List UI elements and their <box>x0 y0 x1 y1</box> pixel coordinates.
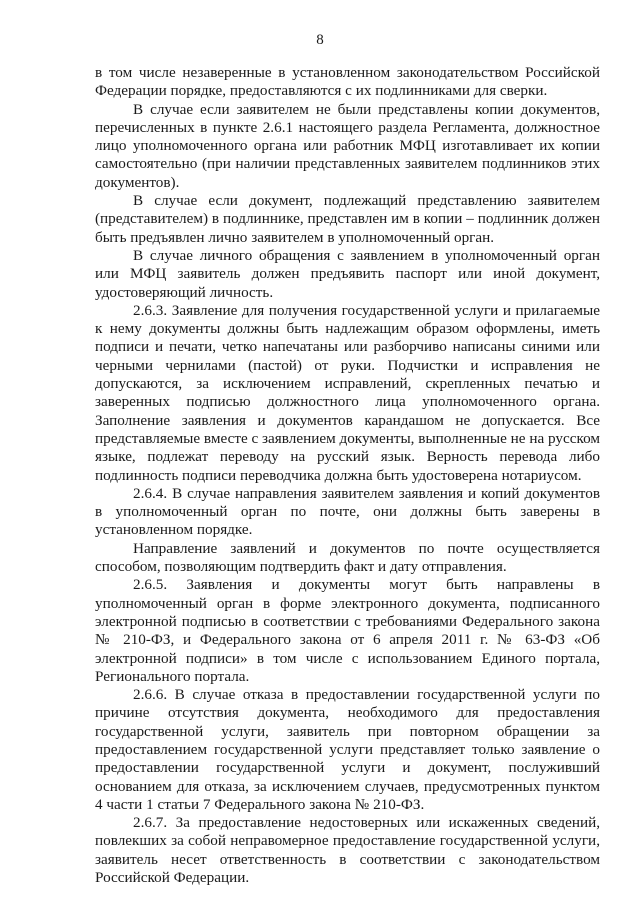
paragraph-2-6-7: 2.6.7. За предоставление недостоверных или искаженных сведений, повлекших за собой неправомерное предоставление государственной услуги, заявитель несет ответственность в соответствии с законодательством Российской Федерации. <box>95 814 600 887</box>
document-body <box>95 64 600 887</box>
paragraph-copies: В случае если заявителем не были представлены копии документов, перечисленных в пункте 2.6.1 настоящего раздела Регламента, должностное лицо уполномоченного органа или работник МФЦ изготавливает их копии самостоятельно (при наличии представленных заявителем подлинников этих документов). <box>95 100 600 191</box>
paragraph-2-6-5: 2.6.5. Заявления и документы могут быть направлены в уполномоченный орган в форме электронного документа, подписанного электронной подписью в соответствии с требованиями Федерального закона № 210-ФЗ, и Федерального закона от 6 апреля 2011 г. № 63-ФЗ «Об электронной подписи» в том числе с использованием Единого портала, Регионального портала. <box>95 576 600 685</box>
paragraph-personal-visit: В случае личного обращения с заявлением в уполномоченный орган или МФЦ заявитель должен предъявить паспорт или иной документ, удостоверяющий личность. <box>95 246 600 301</box>
paragraph-2-6-3: 2.6.3. Заявление для получения государственной услуги и прилагаемые к нему документы должны быть надлежащим образом оформлены, иметь подписи и печати, четко напечатаны или разборчиво написаны синими или черными чернилами (пастой) от руки. Подчистки и исправления не допускаются, за исключением исправлений, скрепленных печатью и заверенных подписью должностного лица уполномоченного органа. Заполнение заявления и документов карандашом не допускается. Все представляемые вместе с заявлением документы, выполненные не на русском языке, подлежат переводу на русский язык. Верность перевода либо подлинность подписи переводчика должна быть удостоверена нотариусом. <box>95 301 600 484</box>
paragraph-continuation: в том числе незаверенные в установленном законодательством Российской Федерации порядке, предоставляются с их подлинниками для сверки. <box>95 64 600 100</box>
paragraph-2-6-4: 2.6.4. В случае направления заявителем заявления и копий документов в уполномоченный орган по почте, они должны быть заверены в установленном порядке. <box>95 484 600 539</box>
paragraph-original-copy: В случае если документ, подлежащий представлению заявителем (представителем) в подлиннике, представлен им в копии – подлинник должен быть предъявлен лично заявителем в уполномоченный орган. <box>95 192 600 246</box>
page-number: 8 <box>316 32 324 48</box>
paragraph-2-6-6: 2.6.6. В случае отказа в предоставлении государственной услуги по причине отсутствия документа, необходимого для предоставления государственной услуги, заявитель при повторном обращении за предоставлением государственной услуги представляет только заявление о предоставлении государственной услуги и документ, послуживший основанием для отказа, за исключением случаев, предусмотренных пунктом 4 части 1 статьи 7 Федерального закона № 210-ФЗ. <box>95 686 600 813</box>
paragraph-mail-delivery: Направление заявлений и документов по почте осуществляется способом, позволяющим подтвердить факт и дату отправления. <box>95 539 600 576</box>
